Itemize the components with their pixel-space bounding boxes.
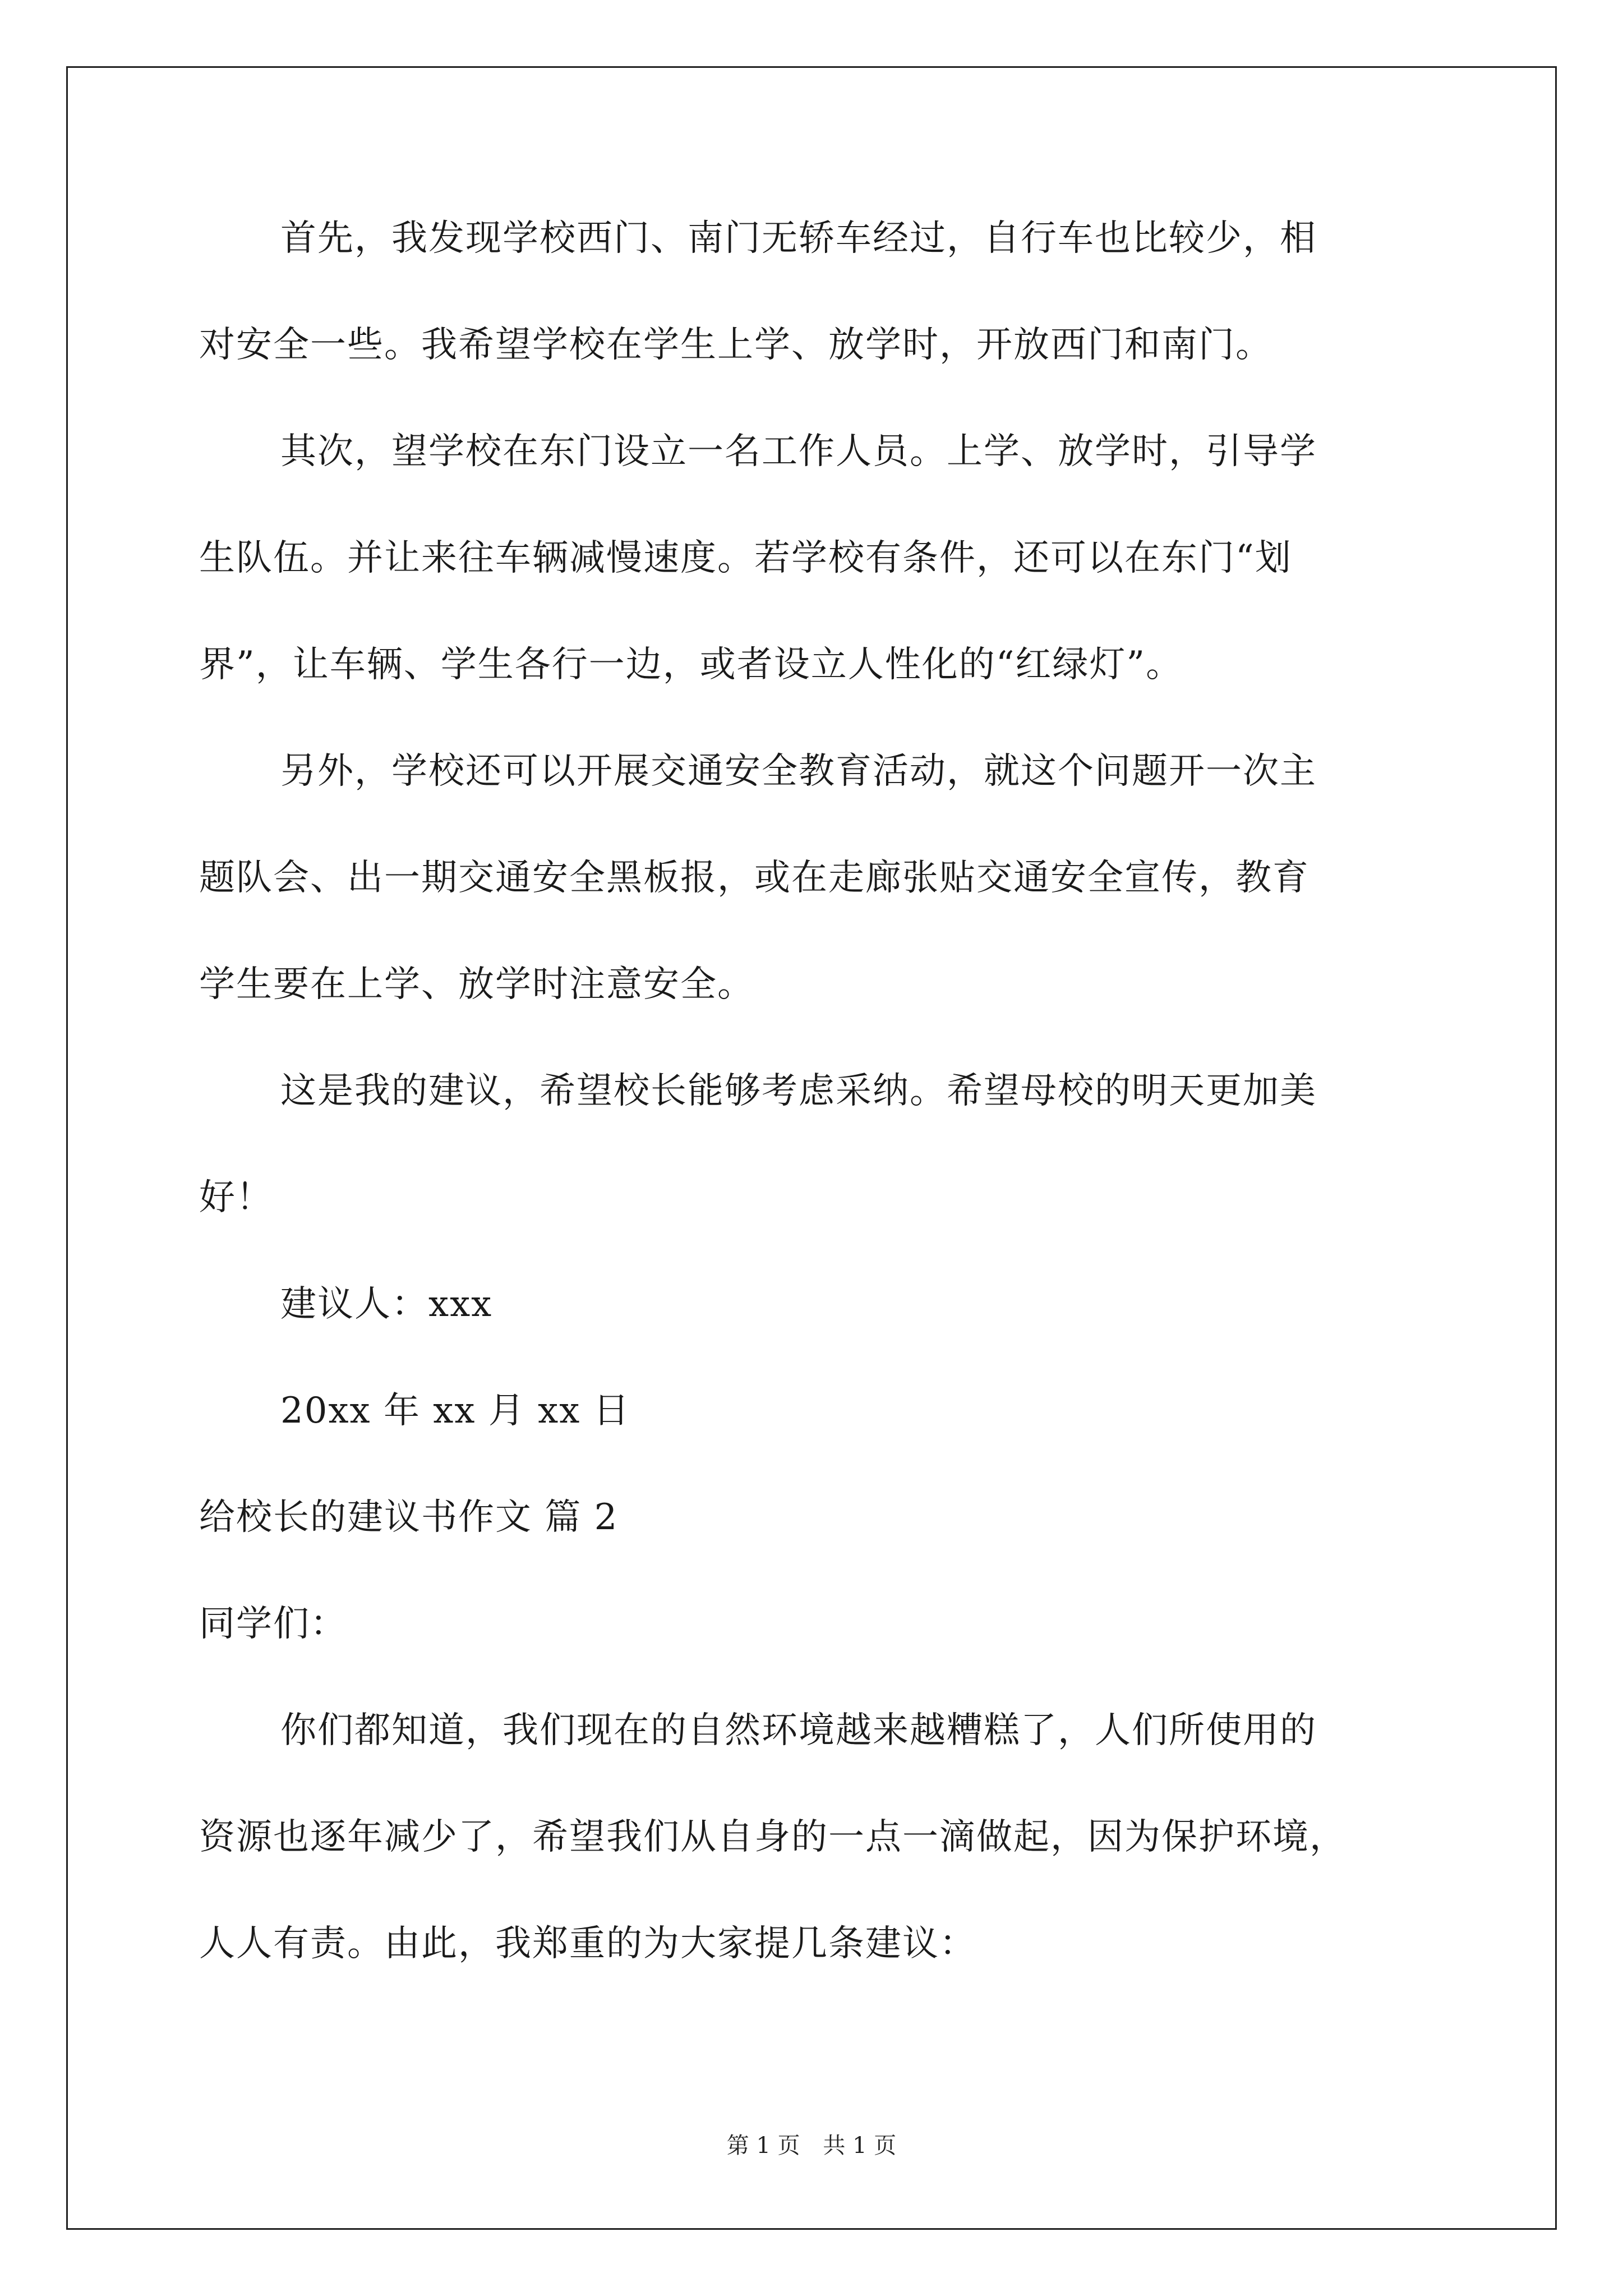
paragraph-2-line-2: 生队伍。并让来往车辆减慢速度。若学校有条件，还可以在东门“划 (199, 537, 1292, 579)
paragraph-5-line-1: 你们都知道，我们现在的自然环境越来越糟糕了，人们所使用的 (280, 1710, 1317, 1751)
paragraph-3-line-1: 另外，学校还可以开展交通安全教育活动，就这个问题开一次主 (280, 751, 1317, 792)
paragraph-1-line-2: 对安全一些。我希望学校在学生上学、放学时，开放西门和南门。 (199, 324, 1272, 366)
paragraph-1-line-1: 首先，我发现学校西门、南门无轿车经过，自行车也比较少，相 (280, 218, 1317, 259)
paragraph-2-line-3: 界”，让车辆、学生各行一边，或者设立人性化的“红绿灯”。 (199, 644, 1183, 685)
date: 20xx 年 xx 月 xx 日 (280, 1390, 630, 1432)
paragraph-2-line-1: 其次，望学校在东门设立一名工作人员。上学、放学时，引导学 (280, 431, 1317, 472)
salutation: 同学们： (199, 1603, 347, 1645)
paragraph-5-line-3: 人人有责。由此，我郑重的为大家提几条建议： (199, 1923, 976, 1964)
paragraph-5-line-2: 资源也逐年减少了，希望我们从自身的一点一滴做起，因为保护环境， (199, 1816, 1347, 1858)
paragraph-4-line-2: 好！ (199, 1177, 273, 1218)
paragraph-3-line-3: 学生要在上学、放学时注意安全。 (199, 964, 754, 1005)
page-footer (0, 2132, 1623, 2160)
page-total: 共 1 页 (823, 2133, 897, 2159)
paragraph-3-line-2: 题队会、出一期交通安全黑板报，或在走廊张贴交通安全宣传，教育 (199, 857, 1310, 899)
section-title: 给校长的建议书作文 篇 2 (199, 1497, 619, 1538)
signature: 建议人：xxx (280, 1283, 493, 1325)
page-number: 第 1 页 (726, 2133, 800, 2159)
page-border (66, 66, 1557, 2230)
paragraph-4-line-1: 这是我的建议，希望校长能够考虑采纳。希望母校的明天更加美 (280, 1070, 1317, 1112)
